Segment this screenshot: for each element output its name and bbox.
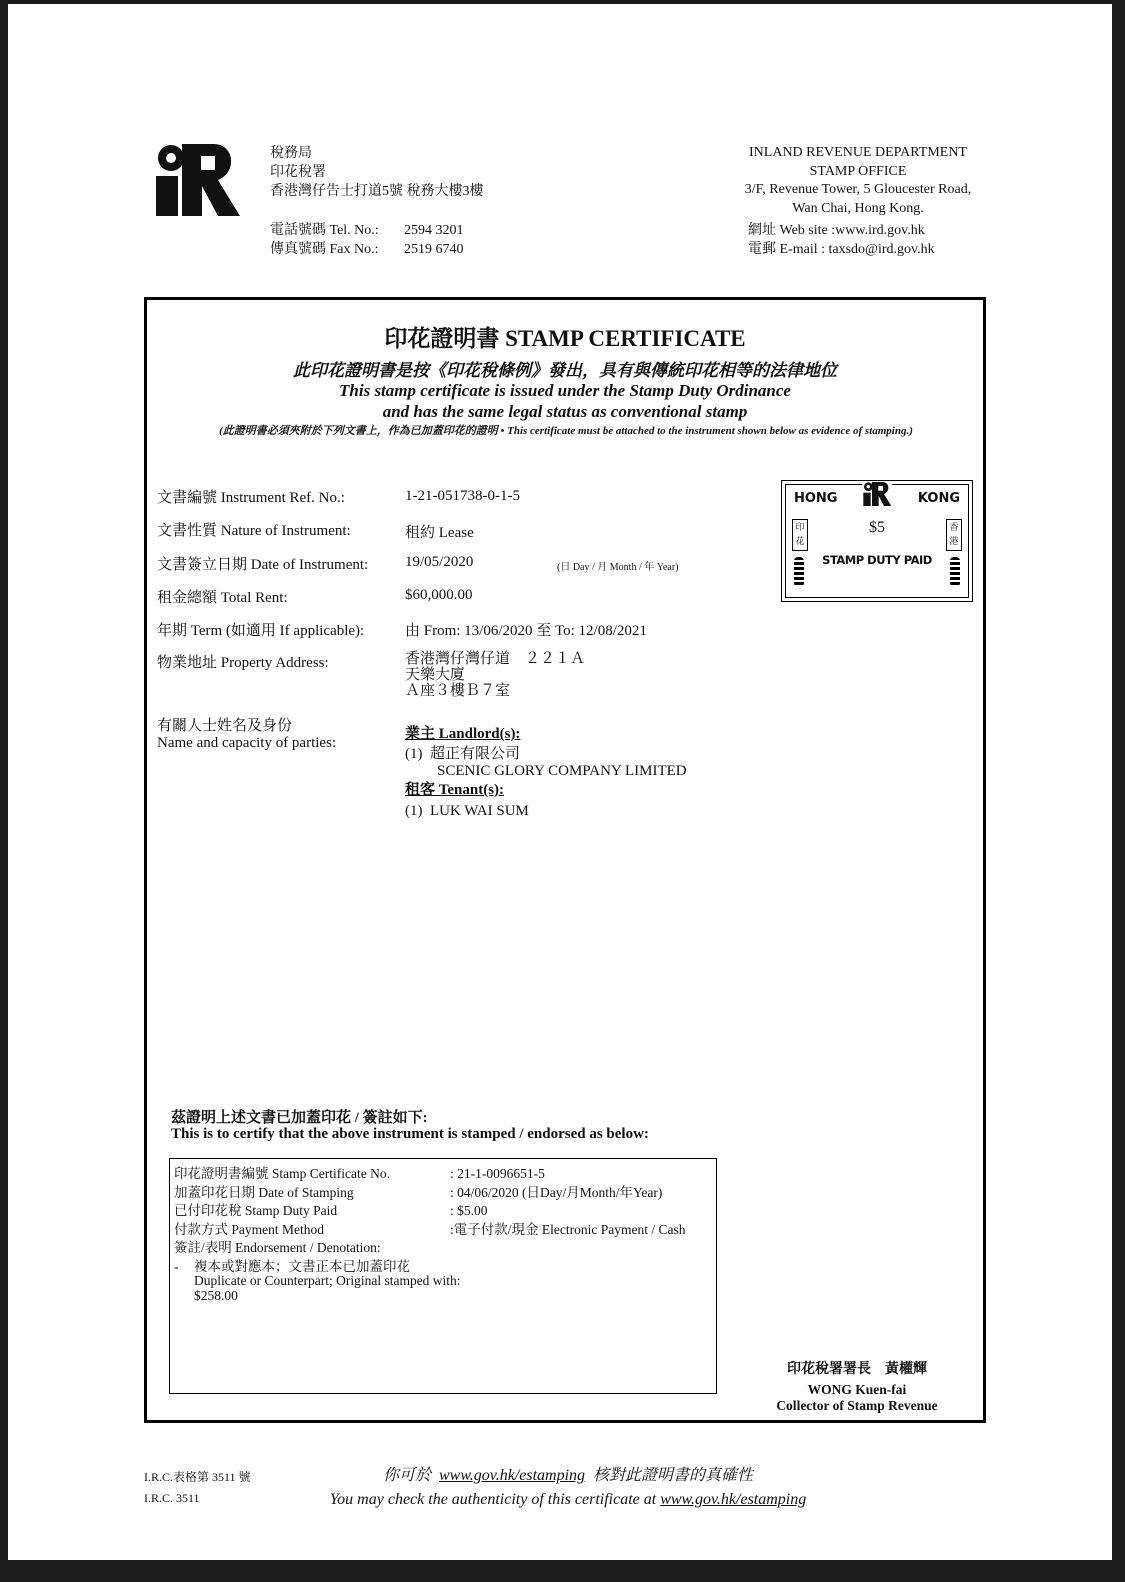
web-label: 網址 Web site :	[748, 223, 836, 238]
form-code	[144, 1467, 251, 1509]
duty-paid-value: : $5.00	[450, 1203, 488, 1218]
dept-name-cn: 稅務局	[270, 146, 312, 161]
tenant-number: (1)	[405, 803, 423, 819]
address-line2: 天樂大廈	[405, 667, 466, 683]
check-cn-pre: 你可於	[382, 1467, 431, 1484]
office-name-cn: 印花稅署	[270, 165, 326, 180]
endorse-amount: $258.00	[194, 1288, 238, 1303]
endorse-text-en: Duplicate or Counterpart; Original stamped with:	[194, 1273, 461, 1288]
address-cn: 香港灣仔告士打道5號 稅務大樓3樓	[270, 184, 484, 199]
certify-statement-en: This is to certify that the above instrument is stamped / endorsed as below:	[171, 1126, 649, 1142]
stamp-certificate	[144, 297, 986, 1423]
header-chinese-block	[270, 144, 484, 201]
address-en-line2: Wan Chai, Hong Kong.	[792, 200, 924, 216]
check-cn-post: 核對此證明書的真確性	[593, 1467, 754, 1484]
form-code-en: I.R.C. 3511	[144, 1491, 200, 1505]
ird-logo	[152, 142, 242, 218]
form-code-cn: I.R.C.表格第 3511 號	[144, 1470, 251, 1484]
endorse-label: 簽註/表明 Endorsement / Denotation:	[174, 1240, 381, 1255]
ref-label: 文書編號 Instrument Ref. No.:	[157, 490, 345, 506]
endorse-text-cn: 複本或對應本；文書正本已加蓋印花	[194, 1259, 410, 1274]
collector-name: WONG Kuen-fai	[807, 1382, 907, 1397]
duty-paid-label: 已付印花稅 Stamp Duty Paid	[174, 1203, 338, 1218]
landlord-number: (1)	[405, 746, 423, 762]
check-en-pre: You may check the authenticity of this certificate at	[329, 1491, 657, 1508]
header-contact	[270, 221, 464, 259]
office-name-en: STAMP OFFICE	[809, 163, 907, 179]
address-label: 物業地址 Property Address:	[157, 655, 329, 671]
email-link[interactable]: taxsdo@ird.gov.hk	[828, 242, 935, 257]
parties-label-en: Name and capacity of parties:	[157, 735, 337, 751]
collector-title: Collector of Stamp Revenue	[776, 1398, 938, 1413]
payment-value: :電子付款/現金 Electronic Payment / Cash	[450, 1221, 686, 1237]
address-en-line1: 3/F, Revenue Tower, 5 Gloucester Road,	[744, 182, 972, 197]
parties-label-cn: 有關人士姓名及身份	[157, 718, 293, 734]
endorse-dash: -	[174, 1259, 179, 1274]
cert-no-label: 印花證明書編號 Stamp Certificate No.	[174, 1166, 390, 1181]
nature-value: 租約 Lease	[405, 525, 474, 541]
date-label: 文書簽立日期 Date of Instrument:	[157, 557, 369, 573]
stamp-date-value: : 04/06/2020 (日Day/月Month/年Year)	[450, 1184, 663, 1200]
term-value: 由 From: 13/06/2020 至 To: 12/08/2021	[405, 623, 647, 639]
address-line3: Ａ座３樓Ｂ７室	[405, 683, 511, 699]
date-value: 19/05/2020	[405, 554, 474, 570]
document-page	[8, 4, 1112, 1560]
certify-statement-cn: 茲證明上述文書已加蓋印花 / 簽註如下:	[171, 1110, 428, 1126]
subtitle-en-line1: This stamp certificate is issued under the Stamp Duty Ordinance	[339, 381, 791, 400]
subtitle-en-line2: and has the same legal status as conventional stamp	[382, 402, 748, 421]
term-label: 年期 Term (如適用 If applicable):	[157, 623, 365, 639]
tenant-name: LUK WAI SUM	[430, 803, 529, 819]
tenant-heading: 租客 Tenant(s):	[405, 782, 505, 798]
nature-label: 文書性質 Nature of Instrument:	[157, 523, 351, 539]
web-link[interactable]: www.ird.gov.hk	[835, 223, 925, 238]
dept-name-en: INLAND REVENUE DEPARTMENT	[749, 145, 967, 160]
check-link-en[interactable]: www.gov.hk/estamping	[660, 1491, 807, 1508]
stamp-amount: $5	[869, 519, 885, 536]
address-line1: 香港灣仔灣仔道 ２２１Ａ	[405, 651, 586, 667]
stamp-duty-paid-stamp	[781, 480, 973, 602]
rent-value: $60,000.00	[405, 587, 473, 603]
landlord-name-en: SCENIC GLORY COMPANY LIMITED	[437, 763, 687, 779]
stamp-kong: KONG	[917, 491, 960, 506]
property-address	[405, 651, 585, 699]
signature-cn: 印花稅署署長 黃權輝	[787, 1362, 927, 1377]
email-label: 電郵 E-mail :	[748, 242, 825, 257]
date-format-hint: (日 Day / 月 Month / 年 Year)	[557, 562, 679, 573]
parties-label	[157, 718, 336, 752]
seal-right-icon: 香港	[946, 519, 962, 551]
stamp-hong: HONG	[794, 491, 838, 506]
header-english-block	[708, 144, 1008, 218]
stamp-paid-text: STAMP DUTY PAID	[822, 553, 932, 567]
cert-no-value: : 21-1-0096651-5	[450, 1166, 545, 1181]
rent-label: 租金總額 Total Rent:	[157, 590, 288, 606]
parties-list	[405, 726, 687, 820]
subtitle-en	[147, 380, 983, 422]
stamp-date-label: 加蓋印花日期 Date of Stamping	[174, 1184, 354, 1200]
payment-label: 付款方式 Payment Method	[174, 1221, 324, 1237]
subtitle-cn: 此印花證明書是按《印花稅條例》發出，具有與傳統印花相等的法律地位	[293, 361, 837, 380]
check-link-cn[interactable]: www.gov.hk/estamping	[438, 1467, 586, 1484]
stamp-logo-icon	[862, 481, 892, 507]
attachment-note: (此證明書必須夾附於下列文書上，作為已加蓋印花的證明 • This certificate must be attached to the instrument shown below as evidence of stamping.)	[219, 425, 913, 437]
header-web	[748, 221, 935, 259]
certificate-title: 印花證明書 STAMP CERTIFICATE	[384, 326, 746, 351]
stamping-details-box	[169, 1158, 717, 1394]
fax-number: 2519 6740	[404, 242, 464, 257]
fax-label: 傳真號碼 Fax No.:	[270, 242, 379, 257]
coil-right-icon	[950, 557, 960, 587]
landlord-heading: 業主 Landlord(s):	[405, 726, 521, 742]
seal-left-icon: 印花	[792, 519, 808, 551]
tel-number: 2594 3201	[404, 223, 464, 238]
ref-value: 1-21-051738-0-1-5	[405, 488, 520, 504]
signature-en	[747, 1382, 967, 1414]
authenticity-check	[288, 1464, 848, 1512]
coil-left-icon	[794, 557, 804, 587]
landlord-name-cn: 超正有限公司	[430, 746, 521, 762]
tel-label: 電話號碼 Tel. No.:	[270, 223, 379, 238]
